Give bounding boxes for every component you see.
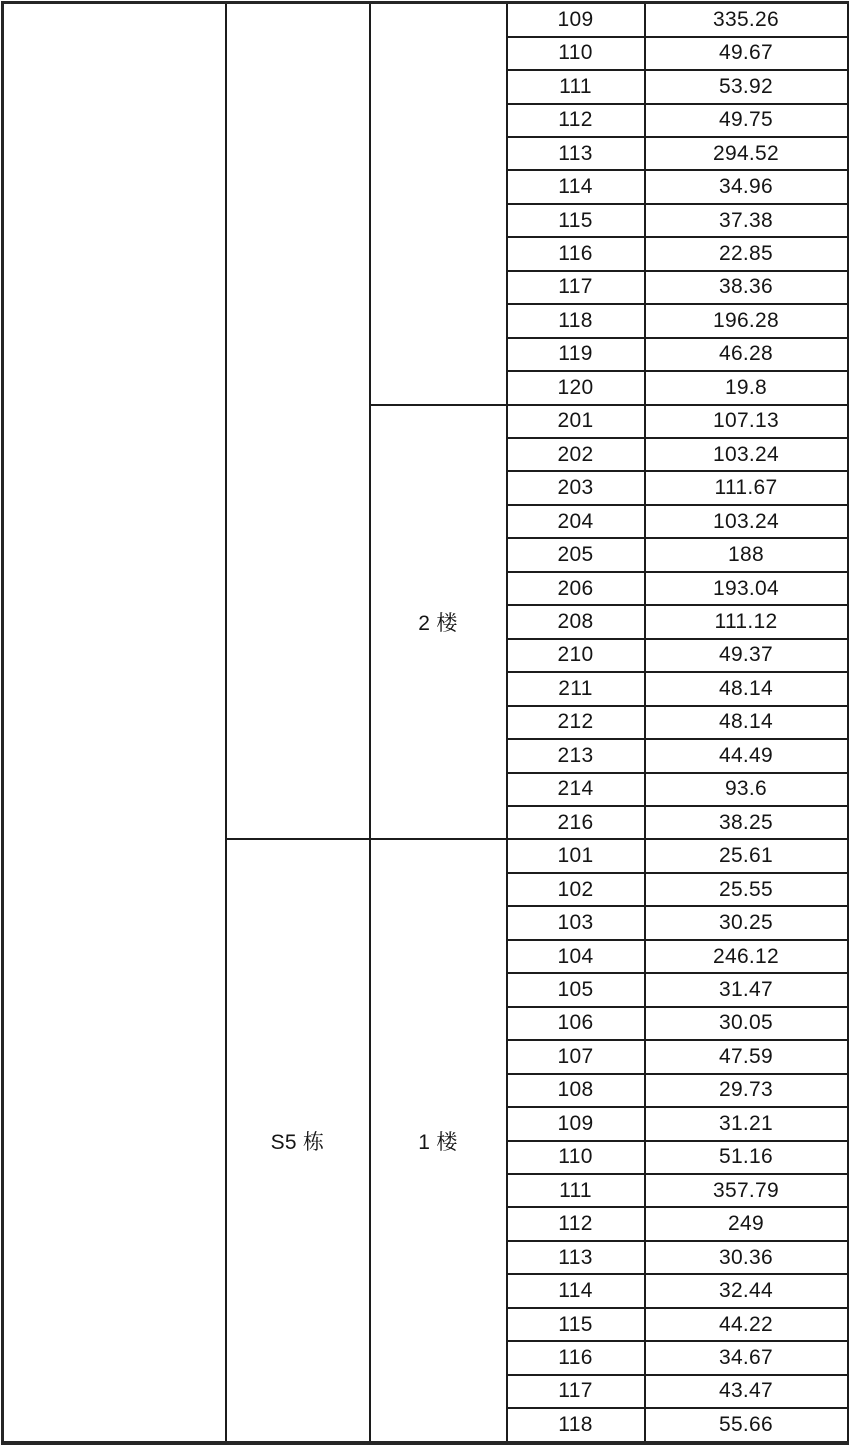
area-value-cell: 25.55 [645, 873, 848, 906]
area-value-cell: 49.67 [645, 37, 848, 70]
room-number-cell: 119 [507, 338, 645, 371]
room-number-cell: 201 [507, 405, 645, 438]
room-number-cell: 107 [507, 1040, 645, 1073]
area-value-cell: 55.66 [645, 1408, 848, 1443]
room-number-cell: 116 [507, 237, 645, 270]
room-number-cell: 120 [507, 371, 645, 404]
room-number-cell: 118 [507, 304, 645, 337]
room-number-cell: 113 [507, 1241, 645, 1274]
room-number-cell: 204 [507, 505, 645, 538]
area-value-cell: 47.59 [645, 1040, 848, 1073]
area-value-cell: 249 [645, 1207, 848, 1240]
room-number-cell: 101 [507, 839, 645, 872]
table-row [3, 3, 848, 37]
area-value-cell: 111.12 [645, 605, 848, 638]
room-number-cell: 112 [507, 1207, 645, 1240]
area-value-cell: 103.24 [645, 505, 848, 538]
area-value-cell: 31.47 [645, 973, 848, 1006]
area-value-cell: 103.24 [645, 438, 848, 471]
room-number-cell: 108 [507, 1074, 645, 1107]
area-value-cell: 30.36 [645, 1241, 848, 1274]
area-value-cell: 37.38 [645, 204, 848, 237]
room-number-cell: 106 [507, 1007, 645, 1040]
area-value-cell: 22.85 [645, 237, 848, 270]
room-number-cell: 205 [507, 538, 645, 571]
area-table-body [3, 3, 848, 1444]
area-value-cell: 34.96 [645, 170, 848, 203]
room-number-cell: 206 [507, 572, 645, 605]
room-number-cell: 105 [507, 973, 645, 1006]
area-value-cell: 53.92 [645, 70, 848, 103]
room-number-cell: 117 [507, 271, 645, 304]
room-number-cell: 208 [507, 605, 645, 638]
room-number-cell: 114 [507, 170, 645, 203]
area-value-cell: 111.67 [645, 471, 848, 504]
room-number-cell: 213 [507, 739, 645, 772]
floor-cell: 1 楼 [370, 839, 507, 1443]
area-value-cell: 31.21 [645, 1107, 848, 1140]
area-value-cell: 107.13 [645, 405, 848, 438]
area-value-cell: 25.61 [645, 839, 848, 872]
room-number-cell: 109 [507, 3, 645, 37]
area-value-cell: 34.67 [645, 1341, 848, 1374]
area-value-cell: 246.12 [645, 940, 848, 973]
room-number-cell: 115 [507, 204, 645, 237]
building-cell [226, 3, 370, 840]
room-number-cell: 114 [507, 1274, 645, 1307]
area-value-cell: 49.37 [645, 639, 848, 672]
floor-cell [370, 3, 507, 405]
category-cell [3, 3, 226, 1444]
area-value-cell: 29.73 [645, 1074, 848, 1107]
area-value-cell: 30.05 [645, 1007, 848, 1040]
room-number-cell: 110 [507, 1141, 645, 1174]
room-number-cell: 111 [507, 70, 645, 103]
area-value-cell: 93.6 [645, 773, 848, 806]
room-number-cell: 113 [507, 137, 645, 170]
room-number-cell: 102 [507, 873, 645, 906]
room-number-cell: 115 [507, 1308, 645, 1341]
floor-cell: 2 楼 [370, 405, 507, 840]
area-value-cell: 19.8 [645, 371, 848, 404]
area-value-cell: 46.28 [645, 338, 848, 371]
area-value-cell: 32.44 [645, 1274, 848, 1307]
room-number-cell: 214 [507, 773, 645, 806]
room-area-table [1, 1, 849, 1445]
area-value-cell: 48.14 [645, 706, 848, 739]
room-number-cell: 116 [507, 1341, 645, 1374]
room-number-cell: 117 [507, 1375, 645, 1408]
room-number-cell: 104 [507, 940, 645, 973]
room-number-cell: 210 [507, 639, 645, 672]
room-number-cell: 111 [507, 1174, 645, 1207]
room-number-cell: 109 [507, 1107, 645, 1140]
area-value-cell: 335.26 [645, 3, 848, 37]
building-cell: S5 栋 [226, 839, 370, 1443]
area-value-cell: 193.04 [645, 572, 848, 605]
room-number-cell: 202 [507, 438, 645, 471]
area-value-cell: 357.79 [645, 1174, 848, 1207]
area-value-cell: 188 [645, 538, 848, 571]
room-number-cell: 118 [507, 1408, 645, 1443]
area-value-cell: 48.14 [645, 672, 848, 705]
room-number-cell: 216 [507, 806, 645, 839]
area-value-cell: 294.52 [645, 137, 848, 170]
room-number-cell: 110 [507, 37, 645, 70]
room-number-cell: 211 [507, 672, 645, 705]
area-value-cell: 38.36 [645, 271, 848, 304]
area-value-cell: 38.25 [645, 806, 848, 839]
area-value-cell: 196.28 [645, 304, 848, 337]
room-number-cell: 203 [507, 471, 645, 504]
area-value-cell: 43.47 [645, 1375, 848, 1408]
area-value-cell: 49.75 [645, 104, 848, 137]
area-value-cell: 44.49 [645, 739, 848, 772]
area-value-cell: 30.25 [645, 906, 848, 939]
room-number-cell: 212 [507, 706, 645, 739]
area-value-cell: 44.22 [645, 1308, 848, 1341]
room-number-cell: 103 [507, 906, 645, 939]
room-number-cell: 112 [507, 104, 645, 137]
area-value-cell: 51.16 [645, 1141, 848, 1174]
